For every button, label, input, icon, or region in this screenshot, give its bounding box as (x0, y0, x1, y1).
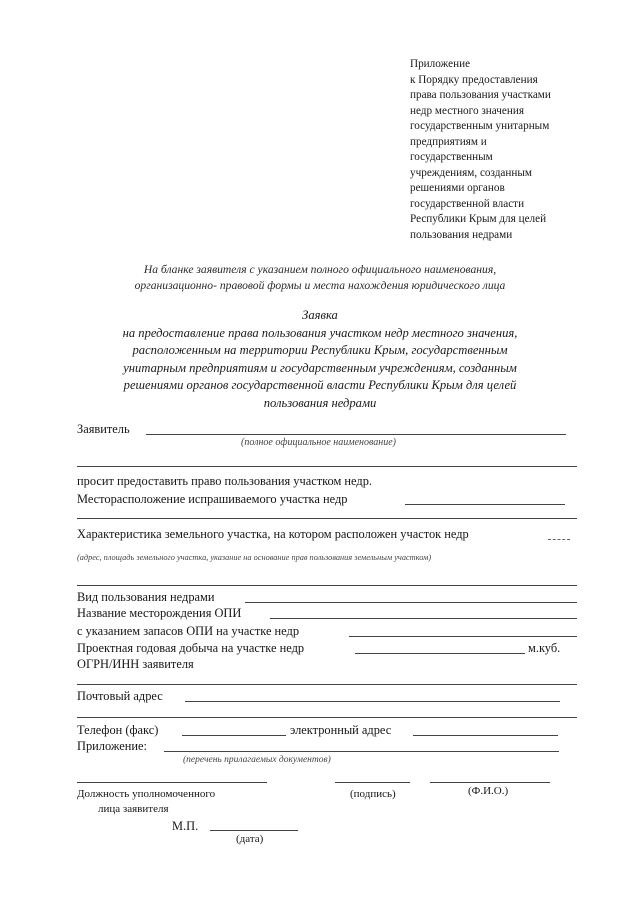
ogrn-inn-label: ОГРН/ИНН заявителя (77, 657, 194, 671)
production-label: Проектная годовая добыча на участке недр (77, 641, 305, 655)
date-field[interactable] (210, 830, 298, 831)
land-plot-label: Характеристика земельного участка, на котором расположен участок недр (77, 527, 469, 541)
appendix-line: права пользования участками (410, 89, 551, 101)
full-name-field[interactable] (430, 782, 550, 783)
letterhead-instruction (60, 262, 580, 293)
letterhead-instruction-line: организационно- правовой формы и места нахождения юридического лица (134, 278, 506, 292)
title-line: пользования недрами (263, 395, 377, 410)
appendix-line: учреждениям, созданным (410, 166, 532, 179)
position-label: Должность уполномоченного (77, 788, 216, 800)
attachment-field[interactable] (164, 751, 559, 752)
email-field[interactable] (413, 735, 558, 736)
date-hint: (дата) (236, 833, 264, 845)
appendix-line: государственной власти (410, 197, 525, 210)
phone-label: Телефон (факс) (77, 723, 159, 737)
postal-address-field[interactable] (185, 701, 560, 702)
reserves-label: с указанием запасов ОПИ на участке недр (77, 624, 300, 638)
letterhead-instruction-line: На бланке заявителя с указанием полного официального наименования, (143, 263, 497, 276)
location-field[interactable] (405, 504, 565, 505)
land-plot-hint: (адрес, площадь земельного участка, указание на основание прав пользования земельным участком) (77, 553, 432, 562)
appendix-line: недр местного значения (410, 104, 524, 117)
appendix-line: государственным унитарным (410, 120, 550, 132)
title-line: унитарным предприятиям и государственным учреждениям, созданным (123, 360, 517, 375)
deposit-name-label: Название месторождения ОПИ (77, 606, 242, 620)
applicant-field-continued[interactable] (77, 466, 577, 467)
subsoil-use-field[interactable] (245, 602, 577, 603)
appendix-line: решениями органов (410, 182, 505, 194)
production-field[interactable] (355, 653, 525, 654)
stamp-label: М.П. (172, 819, 199, 833)
position-field[interactable] (77, 782, 267, 783)
postal-address-label: Почтовый адрес (77, 689, 163, 703)
appendix-reference (410, 57, 610, 243)
signature-field[interactable] (335, 782, 410, 783)
appendix-line: предприятиям и (410, 135, 487, 148)
title-heading: Заявка (302, 308, 338, 322)
signature-hint: (подпись) (350, 788, 396, 800)
full-name-hint: (Ф.И.О.) (468, 785, 509, 797)
appendix-line: пользования недрами (410, 228, 513, 241)
location-field-continued[interactable] (77, 518, 577, 519)
deposit-name-field[interactable] (270, 618, 577, 619)
email-label: электронный адрес (290, 723, 392, 737)
reserves-field[interactable] (349, 636, 577, 637)
attachment-label: Приложение: (77, 739, 147, 753)
location-label: Месторасположение испрашиваемого участка недр (77, 492, 348, 506)
ogrn-inn-field[interactable] (77, 684, 577, 685)
title-line: на предоставление права пользования участком недр местного значения, (122, 325, 518, 340)
appendix-line: Республики Крым для целей (410, 213, 547, 225)
applicant-field[interactable] (146, 434, 566, 435)
document-title (60, 307, 580, 413)
subsoil-use-label: Вид пользования недрами (77, 590, 215, 604)
land-plot-field[interactable] (548, 539, 570, 540)
postal-address-field-continued[interactable] (77, 717, 577, 718)
phone-field[interactable] (182, 735, 286, 736)
applicant-label: Заявитель (77, 422, 130, 436)
applicant-hint: (полное официальное наименование) (241, 437, 396, 448)
title-line: решениями органов государственной власти Республики Крым для целей (123, 378, 517, 393)
production-unit: м.куб. (528, 641, 561, 655)
title-line: расположенным на территории Республики Крым, государственным (132, 343, 508, 358)
request-text: просит предоставить право пользования участком недр. (77, 474, 372, 488)
appendix-line: Приложение (410, 58, 471, 70)
attachment-hint: (перечень прилагаемых документов) (183, 755, 331, 765)
position-label-line2: лица заявителя (98, 803, 169, 815)
appendix-line: к Порядку предоставления (410, 73, 538, 86)
appendix-line: государственным (410, 151, 493, 163)
land-plot-field-continued[interactable] (77, 585, 577, 586)
